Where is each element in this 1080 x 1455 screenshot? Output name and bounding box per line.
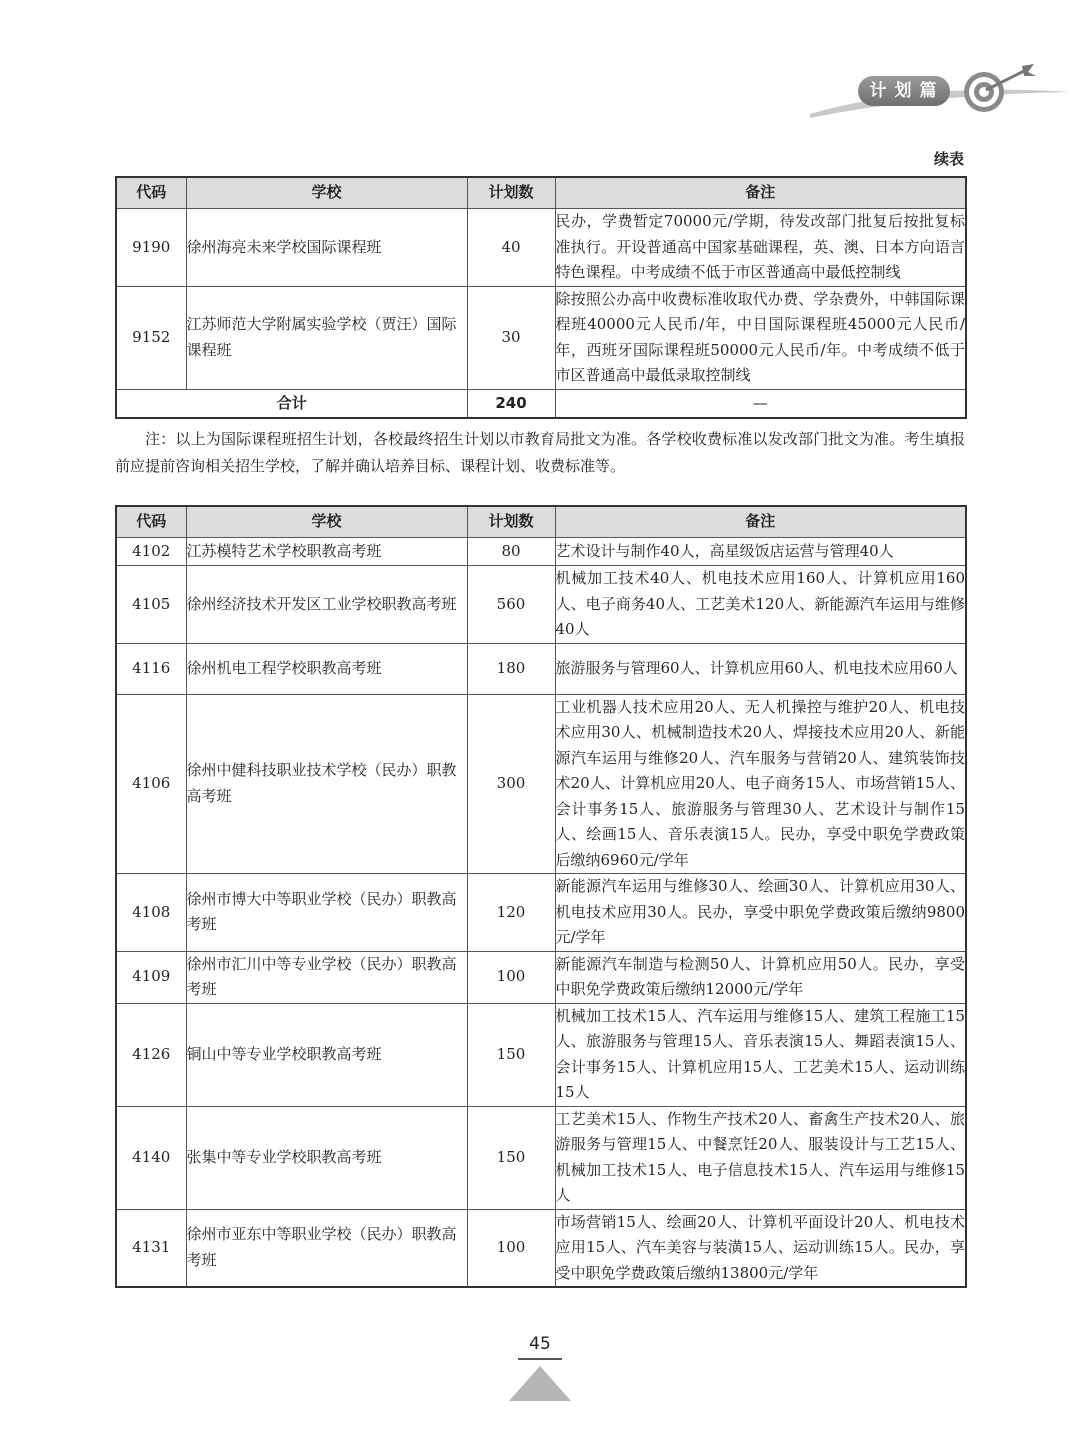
row-code: 4140: [116, 1106, 186, 1209]
row-code: 4102: [116, 538, 186, 566]
row-count: 560: [467, 566, 555, 644]
table-row: [116, 538, 966, 566]
row-remark: 除按照公办高中收费标准收取代办费、学杂费外，中韩国际课程班40000元人民币/年，中日国际课程班45000元人民币/年，西班牙国际课程班50000元人民币/年。中考成绩不低于市区普通高中最低录取控制线: [555, 286, 966, 389]
row-remark: 艺术设计与制作40人，高星级饭店运营与管理40人: [555, 538, 966, 566]
target-dart-icon: [960, 60, 1040, 116]
row-school: 江苏师范大学附属实验学校（贾汪）国际课程班: [186, 286, 467, 389]
table-row: [116, 1209, 966, 1287]
vocational-exam-table: [115, 505, 967, 1288]
row-count: 300: [467, 694, 555, 874]
row-school: 徐州机电工程学校职教高考班: [186, 643, 467, 694]
column-header-count: 计划数: [467, 177, 555, 209]
row-count: 40: [467, 209, 555, 287]
row-code: 4109: [116, 951, 186, 1003]
row-remark: 机械加工技术15人、汽车运用与维修15人、建筑工程施工15人、旅游服务与管理15人、音乐表演15人、舞蹈表演15人、会计事务15人、计算机应用15人、工艺美术15人、运动训练15人: [555, 1003, 966, 1106]
table-row: [116, 1106, 966, 1209]
column-header-code: 代码: [116, 177, 186, 209]
row-school: 徐州经济技术开发区工业学校职教高考班: [186, 566, 467, 644]
column-header-code: 代码: [116, 506, 186, 538]
table-header-row: [116, 177, 966, 209]
column-header-remark: 备注: [555, 506, 966, 538]
section-label: 计划篇: [858, 76, 950, 106]
row-count: 100: [467, 1209, 555, 1287]
page-number: 45: [529, 1334, 551, 1354]
table-row: [116, 286, 966, 389]
table-row: [116, 566, 966, 644]
row-school: 徐州市博大中等职业学校（民办）职教高考班: [186, 874, 467, 952]
table-row: [116, 643, 966, 694]
row-school: 铜山中等专业学校职教高考班: [186, 1003, 467, 1106]
row-remark: 工业机器人技术应用20人、无人机操控与维护20人、机电技术应用30人、机械制造技术20人、焊接技术应用20人、新能源汽车运用与维修20人、汽车服务与营销20人、建筑装饰技术20人、计算机应用20人、电子商务15人、市场营销15人、会计事务15人、旅游服务与管理30人、艺术设计与制作15人、绘画15人、音乐表演15人。民办，享受中职免学费政策后缴纳6960元/学年: [555, 694, 966, 874]
row-count: 180: [467, 643, 555, 694]
row-school: 徐州市亚东中等职业学校（民办）职教高考班: [186, 1209, 467, 1287]
row-remark: 新能源汽车运用与维修30人、绘画30人、计算机应用30人、机电技术应用30人。民办，享受中职免学费政策后缴纳9800元/学年: [555, 874, 966, 952]
row-count: 100: [467, 951, 555, 1003]
total-label: 合计: [116, 389, 467, 418]
row-school: 张集中等专业学校职教高考班: [186, 1106, 467, 1209]
row-code: 9190: [116, 209, 186, 287]
row-remark: 民办，学费暂定70000元/学期，待发改部门批复后按批复标准执行。开设普通高中国家基础课程，英、澳、日本方向语言特色课程。中考成绩不低于市区普通高中最低控制线: [555, 209, 966, 287]
international-course-table: [115, 176, 967, 419]
table-row: [116, 209, 966, 287]
continued-table-label: 续表: [933, 150, 964, 168]
column-header-count: 计划数: [467, 506, 555, 538]
row-code: 4105: [116, 566, 186, 644]
table-row: [116, 874, 966, 952]
column-header-school: 学校: [186, 177, 467, 209]
row-school: 徐州中健科技职业技术学校（民办）职教高考班: [186, 694, 467, 874]
table-footnote: 注：以上为国际课程班招生计划，各校最终招生计划以市教育局批文为准。各学校收费标准以发改部门批文为准。考生填报前应提前咨询相关招生学校，了解并确认培养目标、课程计划、收费标准等。: [115, 430, 965, 475]
row-school: 徐州市汇川中等专业学校（民办）职教高考班: [186, 951, 467, 1003]
table-row: [116, 951, 966, 1003]
row-count: 150: [467, 1003, 555, 1106]
row-code: 9152: [116, 286, 186, 389]
row-remark: 旅游服务与管理60人、计算机应用60人、机电技术应用60人: [555, 643, 966, 694]
column-header-remark: 备注: [555, 177, 966, 209]
total-remark: —: [555, 389, 966, 418]
row-remark: 市场营销15人、绘画20人、计算机平面设计20人、机电技术应用15人、汽车美容与装潢15人、运动训练15人。民办，享受中职免学费政策后缴纳13800元/学年: [555, 1209, 966, 1287]
row-count: 150: [467, 1106, 555, 1209]
page-triangle-decoration: [507, 1364, 573, 1402]
row-code: 4131: [116, 1209, 186, 1287]
row-school: 徐州海亮未来学校国际课程班: [186, 209, 467, 287]
row-code: 4116: [116, 643, 186, 694]
row-code: 4108: [116, 874, 186, 952]
row-remark: 新能源汽车制造与检测50人、计算机应用50人。民办，享受中职免学费政策后缴纳12000元/学年: [555, 951, 966, 1003]
row-count: 30: [467, 286, 555, 389]
table-row: [116, 1003, 966, 1106]
table-header-row: [116, 506, 966, 538]
total-row: [116, 389, 966, 418]
table-row: [116, 694, 966, 874]
column-header-school: 学校: [186, 506, 467, 538]
total-count: 240: [467, 389, 555, 418]
row-count: 120: [467, 874, 555, 952]
row-count: 80: [467, 538, 555, 566]
row-code: 4106: [116, 694, 186, 874]
row-code: 4126: [116, 1003, 186, 1106]
row-remark: 工艺美术15人、作物生产技术20人、畜禽生产技术20人、旅游服务与管理15人、中餐烹饪20人、服装设计与工艺15人、机械加工技术15人、电子信息技术15人、汽车运用与维修15人: [555, 1106, 966, 1209]
row-school: 江苏模特艺术学校职教高考班: [186, 538, 467, 566]
row-remark: 机械加工技术40人、机电技术应用160人、计算机应用160人、电子商务40人、工艺美术120人、新能源汽车运用与维修40人: [555, 566, 966, 644]
page-number-underline: [518, 1358, 562, 1360]
